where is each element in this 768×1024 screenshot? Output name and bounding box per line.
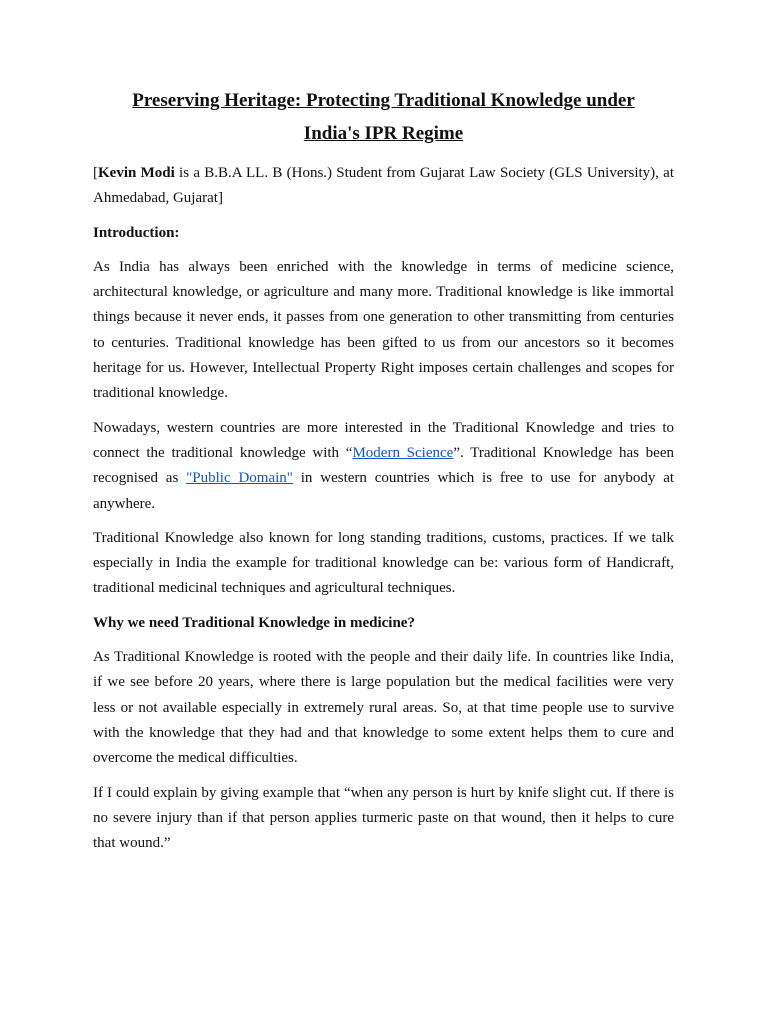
medicine-heading: Why we need Traditional Knowledge in medicine?: [93, 614, 415, 631]
title-line-2: India's IPR Regime: [303, 123, 464, 144]
title-line-1: Preserving Heritage: Protecting Traditional Knowledge under: [132, 90, 635, 111]
modern-science-link[interactable]: Modern Science: [352, 444, 454, 461]
para2-text-2: ”. Traditional Knowledge has been recognised as: [93, 444, 674, 487]
para2-text-3: in western countries which is free to use for anybody at anywhere.: [93, 470, 675, 512]
byline-bracket: [: [93, 165, 98, 181]
introduction-paragraph-2: [93, 416, 674, 517]
public-domain-link[interactable]: "Public Domain": [186, 470, 293, 487]
para2-text-1: Nowadays, western countries are more interested in the Traditional Knowledge and tries to connect the traditional knowledge with “: [93, 419, 674, 461]
medicine-paragraph-2: If I could explain by giving example that “when any person is hurt by knife slight cut. If there is no severe injury than if that person applies turmeric paste on that wound, then it helps to cure that wound.”: [93, 784, 674, 852]
author-byline: [93, 161, 674, 212]
introduction-paragraph-3: Traditional Knowledge also known for long standing traditions, customs, practices. If we talk especially in India the example for traditional knowledge can be: various form of Handicraft, traditional medicinal techniques and agricultural techniques.: [93, 529, 674, 597]
medicine-paragraph-1: As Traditional Knowledge is rooted with the people and their daily life. In countries like India, if we see before 20 years, where there is large population but the medical facilities were very less or not available especially in extremely rural areas. So, at that time people use to survive with the knowledge that they had and that knowledge to some extent helps them to cure and overcome the medical difficulties.: [93, 649, 674, 767]
document-page: [93, 84, 674, 865]
byline-text: is a B.B.A LL. B (Hons.) Student from Gujarat Law Society (GLS University), at Ahmedabad, Gujarat]: [93, 165, 674, 207]
introduction-heading: Introduction:: [93, 224, 180, 241]
author-name: Kevin Modi: [98, 165, 175, 181]
document-title: [93, 84, 674, 150]
introduction-paragraph-1: As India has always been enriched with the knowledge in terms of medicine science, architectural knowledge, or agriculture and many more. Traditional knowledge is like immortal things because it never ends, it passes from one generation to other transmitting from centuries to centuries. Traditional knowledge has been gifted to us from our ancestors so it becomes heritage for us. However, Intellectual Property Right imposes certain challenges and scopes for traditional knowledge.: [93, 258, 674, 402]
